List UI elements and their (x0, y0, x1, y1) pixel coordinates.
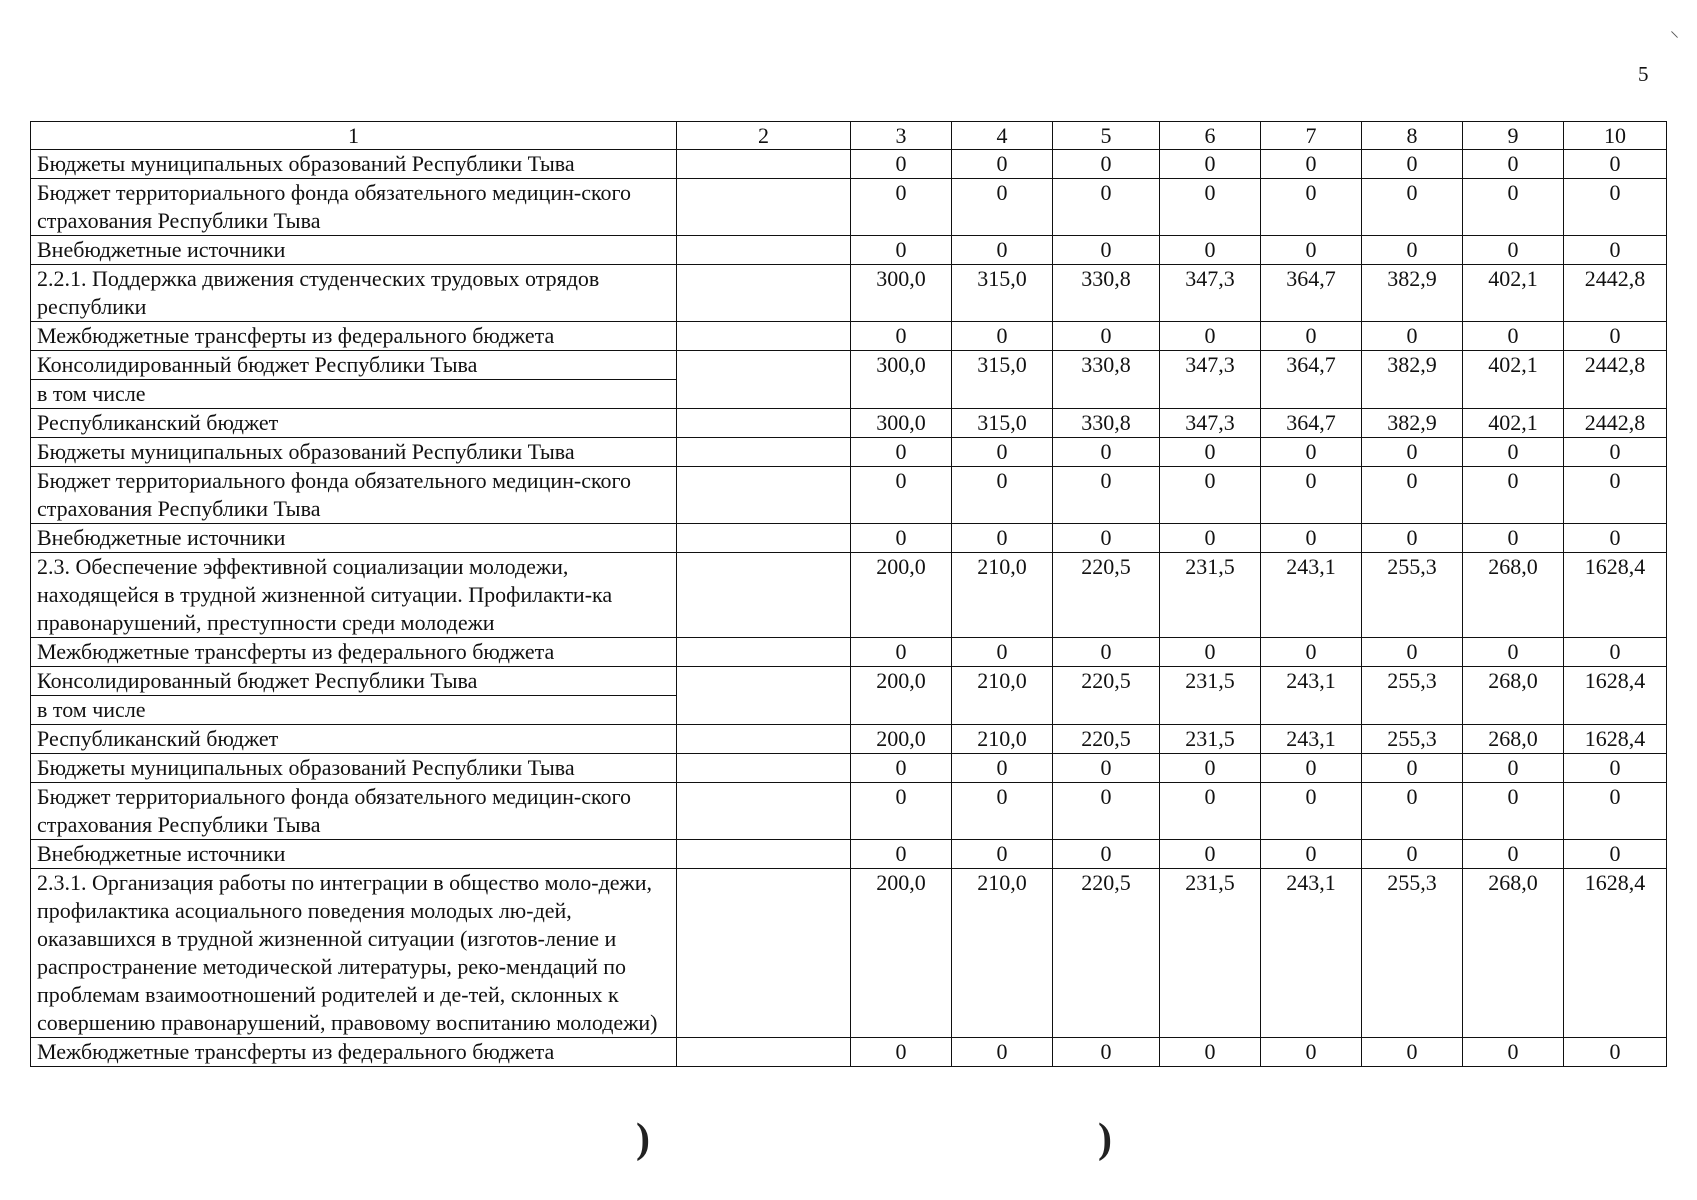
row-value-col-9: 0 (1463, 467, 1564, 524)
row-value-col-4: 0 (952, 638, 1053, 667)
row-value-col-7: 243,1 (1261, 553, 1362, 638)
row-value-col-9: 0 (1463, 438, 1564, 467)
row-value-col-5: 0 (1053, 322, 1160, 351)
row-label: Бюджет территориального фонда обязательного медицин-ского страхования Республики Тыва (31, 179, 677, 236)
row-value-col-10: 0 (1564, 150, 1667, 179)
row-label: Республиканский бюджет (31, 725, 677, 754)
header-col-3: 3 (851, 122, 952, 150)
header-col-5: 5 (1053, 122, 1160, 150)
row-value-col-8: 255,3 (1362, 553, 1463, 638)
row-value-col-4: 315,0 (952, 351, 1053, 409)
row-value-col-6: 0 (1160, 150, 1261, 179)
row-label: 2.3. Обеспечение эффективной социализации молодежи, находящейся в трудной жизненной ситуации. Профилакти-ка правонарушений, преступности среди молодежи (31, 553, 677, 638)
row-value-col-10: 0 (1564, 754, 1667, 783)
row-value-col-4: 210,0 (952, 553, 1053, 638)
scan-artifact-mark: ⸌ (1670, 28, 1679, 48)
row-value-col-6: 231,5 (1160, 869, 1261, 1038)
row-value-col-3: 200,0 (851, 725, 952, 754)
table-row (31, 638, 1667, 667)
row-label: Внебюджетные источники (31, 236, 677, 265)
row-value-col-4: 0 (952, 754, 1053, 783)
row-label: Республиканский бюджет (31, 409, 677, 438)
row-value-col-7: 0 (1261, 840, 1362, 869)
row-value-col-9: 402,1 (1463, 351, 1564, 409)
row-value-col-7: 0 (1261, 754, 1362, 783)
row-value-col-4: 0 (952, 524, 1053, 553)
row-value-col-7: 243,1 (1261, 869, 1362, 1038)
row-value-col-4: 0 (952, 322, 1053, 351)
row-value-col-6: 0 (1160, 467, 1261, 524)
row-value-col-10: 1628,4 (1564, 869, 1667, 1038)
table-row (31, 236, 1667, 265)
row-col-2-empty (677, 725, 851, 754)
row-value-col-6: 231,5 (1160, 553, 1261, 638)
row-value-col-3: 300,0 (851, 265, 952, 322)
row-value-col-7: 0 (1261, 467, 1362, 524)
row-value-col-6: 347,3 (1160, 351, 1261, 409)
row-col-2-empty (677, 467, 851, 524)
row-value-col-3: 200,0 (851, 667, 952, 725)
row-col-2-empty (677, 524, 851, 553)
table-row (31, 351, 1667, 380)
header-col-6: 6 (1160, 122, 1261, 150)
row-value-col-6: 0 (1160, 438, 1261, 467)
row-value-col-6: 231,5 (1160, 725, 1261, 754)
row-col-2-empty (677, 667, 851, 725)
row-value-col-5: 330,8 (1053, 351, 1160, 409)
row-value-col-6: 0 (1160, 638, 1261, 667)
row-value-col-7: 0 (1261, 783, 1362, 840)
row-value-col-4: 315,0 (952, 409, 1053, 438)
row-value-col-4: 0 (952, 438, 1053, 467)
header-col-10: 10 (1564, 122, 1667, 150)
row-value-col-10: 0 (1564, 438, 1667, 467)
row-value-col-8: 0 (1362, 467, 1463, 524)
row-value-col-6: 0 (1160, 840, 1261, 869)
row-col-2-empty (677, 409, 851, 438)
row-value-col-8: 0 (1362, 840, 1463, 869)
row-value-col-3: 0 (851, 322, 952, 351)
row-value-col-6: 0 (1160, 179, 1261, 236)
row-value-col-8: 0 (1362, 438, 1463, 467)
table-row (31, 524, 1667, 553)
table-row (31, 840, 1667, 869)
row-value-col-5: 220,5 (1053, 667, 1160, 725)
row-label: 2.2.1. Поддержка движения студенческих трудовых отрядов республики (31, 265, 677, 322)
row-sublabel: в том числе (31, 696, 677, 725)
row-value-col-5: 330,8 (1053, 265, 1160, 322)
header-col-8: 8 (1362, 122, 1463, 150)
row-value-col-3: 300,0 (851, 409, 952, 438)
table-header-row (31, 122, 1667, 150)
row-value-col-5: 0 (1053, 467, 1160, 524)
row-value-col-4: 210,0 (952, 725, 1053, 754)
header-col-2: 2 (677, 122, 851, 150)
row-value-col-6: 231,5 (1160, 667, 1261, 725)
row-value-col-5: 330,8 (1053, 409, 1160, 438)
row-value-col-9: 0 (1463, 179, 1564, 236)
row-value-col-5: 0 (1053, 150, 1160, 179)
row-value-col-5: 220,5 (1053, 725, 1160, 754)
row-value-col-3: 0 (851, 438, 952, 467)
table-row (31, 322, 1667, 351)
table-row (31, 553, 1667, 638)
row-value-col-5: 220,5 (1053, 553, 1160, 638)
row-value-col-8: 255,3 (1362, 725, 1463, 754)
row-value-col-6: 0 (1160, 322, 1261, 351)
row-value-col-5: 0 (1053, 438, 1160, 467)
row-value-col-5: 220,5 (1053, 869, 1160, 1038)
row-value-col-3: 0 (851, 150, 952, 179)
row-col-2-empty (677, 869, 851, 1038)
row-label: Бюджеты муниципальных образований Республики Тыва (31, 438, 677, 467)
row-value-col-10: 2442,8 (1564, 265, 1667, 322)
row-value-col-8: 382,9 (1362, 265, 1463, 322)
row-value-col-3: 0 (851, 1038, 952, 1067)
scan-artifact-mark-right: ) (1098, 1116, 1112, 1162)
row-value-col-9: 0 (1463, 524, 1564, 553)
table-row (31, 725, 1667, 754)
header-col-7: 7 (1261, 122, 1362, 150)
row-value-col-10: 0 (1564, 783, 1667, 840)
row-value-col-7: 0 (1261, 438, 1362, 467)
row-value-col-9: 0 (1463, 1038, 1564, 1067)
row-value-col-7: 0 (1261, 524, 1362, 553)
row-value-col-9: 0 (1463, 783, 1564, 840)
row-value-col-6: 347,3 (1160, 265, 1261, 322)
row-value-col-3: 200,0 (851, 553, 952, 638)
row-value-col-10: 0 (1564, 322, 1667, 351)
row-value-col-4: 315,0 (952, 265, 1053, 322)
row-value-col-3: 0 (851, 467, 952, 524)
row-value-col-6: 0 (1160, 524, 1261, 553)
row-value-col-7: 0 (1261, 150, 1362, 179)
table-row (31, 754, 1667, 783)
row-value-col-9: 402,1 (1463, 265, 1564, 322)
row-value-col-6: 0 (1160, 1038, 1261, 1067)
row-label: Внебюджетные источники (31, 840, 677, 869)
row-value-col-4: 210,0 (952, 667, 1053, 725)
row-col-2-empty (677, 754, 851, 783)
row-value-col-3: 0 (851, 840, 952, 869)
row-value-col-6: 0 (1160, 754, 1261, 783)
row-value-col-9: 0 (1463, 638, 1564, 667)
row-col-2-empty (677, 1038, 851, 1067)
row-value-col-7: 0 (1261, 1038, 1362, 1067)
row-sublabel: в том числе (31, 380, 677, 409)
row-value-col-3: 200,0 (851, 869, 952, 1038)
row-col-2-empty (677, 438, 851, 467)
row-value-col-10: 0 (1564, 524, 1667, 553)
row-label: Бюджет территориального фонда обязательного медицин-ского страхования Республики Тыва (31, 467, 677, 524)
row-value-col-3: 0 (851, 524, 952, 553)
row-value-col-8: 0 (1362, 783, 1463, 840)
row-value-col-5: 0 (1053, 236, 1160, 265)
header-col-4: 4 (952, 122, 1053, 150)
row-value-col-3: 0 (851, 783, 952, 840)
row-value-col-8: 0 (1362, 1038, 1463, 1067)
row-value-col-3: 0 (851, 179, 952, 236)
row-value-col-8: 0 (1362, 754, 1463, 783)
row-col-2-empty (677, 840, 851, 869)
table-row (31, 783, 1667, 840)
row-value-col-10: 0 (1564, 179, 1667, 236)
row-value-col-8: 0 (1362, 150, 1463, 179)
row-value-col-8: 255,3 (1362, 869, 1463, 1038)
row-value-col-10: 1628,4 (1564, 667, 1667, 725)
row-value-col-8: 0 (1362, 322, 1463, 351)
row-value-col-7: 364,7 (1261, 351, 1362, 409)
row-value-col-4: 0 (952, 783, 1053, 840)
row-value-col-8: 255,3 (1362, 667, 1463, 725)
row-value-col-10: 1628,4 (1564, 553, 1667, 638)
row-value-col-8: 0 (1362, 524, 1463, 553)
row-value-col-10: 0 (1564, 1038, 1667, 1067)
row-value-col-7: 364,7 (1261, 409, 1362, 438)
row-col-2-empty (677, 265, 851, 322)
row-value-col-3: 0 (851, 236, 952, 265)
row-value-col-9: 0 (1463, 322, 1564, 351)
row-col-2-empty (677, 553, 851, 638)
row-value-col-6: 0 (1160, 236, 1261, 265)
table-row (31, 869, 1667, 1038)
row-value-col-9: 268,0 (1463, 725, 1564, 754)
row-value-col-7: 243,1 (1261, 667, 1362, 725)
scan-artifact-mark-left: ) (636, 1116, 650, 1162)
row-label: Внебюджетные источники (31, 524, 677, 553)
row-value-col-5: 0 (1053, 840, 1160, 869)
row-label: Межбюджетные трансферты из федерального бюджета (31, 1038, 677, 1067)
row-col-2-empty (677, 351, 851, 409)
table-row (31, 265, 1667, 322)
row-value-col-5: 0 (1053, 783, 1160, 840)
row-value-col-5: 0 (1053, 754, 1160, 783)
table-row (31, 150, 1667, 179)
row-value-col-8: 0 (1362, 638, 1463, 667)
row-value-col-7: 0 (1261, 179, 1362, 236)
row-value-col-4: 0 (952, 236, 1053, 265)
row-value-col-4: 0 (952, 840, 1053, 869)
row-value-col-9: 0 (1463, 754, 1564, 783)
row-col-2-empty (677, 236, 851, 265)
row-value-col-9: 268,0 (1463, 667, 1564, 725)
page-number: 5 (1638, 62, 1649, 86)
table-row (31, 667, 1667, 696)
row-value-col-6: 0 (1160, 783, 1261, 840)
row-value-col-9: 0 (1463, 236, 1564, 265)
row-value-col-9: 268,0 (1463, 869, 1564, 1038)
table-row (31, 438, 1667, 467)
row-label: Межбюджетные трансферты из федерального бюджета (31, 322, 677, 351)
table-body (31, 122, 1667, 1067)
row-value-col-7: 0 (1261, 638, 1362, 667)
row-col-2-empty (677, 783, 851, 840)
row-value-col-6: 347,3 (1160, 409, 1261, 438)
row-value-col-5: 0 (1053, 179, 1160, 236)
row-label: Консолидированный бюджет Республики Тыва (31, 351, 677, 380)
header-col-1: 1 (31, 122, 677, 150)
table-row (31, 467, 1667, 524)
row-col-2-empty (677, 638, 851, 667)
row-value-col-4: 0 (952, 467, 1053, 524)
row-value-col-3: 300,0 (851, 351, 952, 409)
budget-table (30, 121, 1667, 1067)
row-col-2-empty (677, 150, 851, 179)
row-value-col-8: 382,9 (1362, 351, 1463, 409)
row-value-col-4: 0 (952, 1038, 1053, 1067)
row-value-col-7: 0 (1261, 236, 1362, 265)
row-value-col-9: 0 (1463, 840, 1564, 869)
table-row (31, 409, 1667, 438)
row-value-col-9: 402,1 (1463, 409, 1564, 438)
row-value-col-9: 0 (1463, 150, 1564, 179)
row-value-col-10: 0 (1564, 840, 1667, 869)
row-value-col-10: 0 (1564, 638, 1667, 667)
row-col-2-empty (677, 179, 851, 236)
row-value-col-8: 0 (1362, 236, 1463, 265)
row-value-col-10: 0 (1564, 467, 1667, 524)
header-col-9: 9 (1463, 122, 1564, 150)
row-label: Консолидированный бюджет Республики Тыва (31, 667, 677, 696)
row-label: Бюджет территориального фонда обязательного медицин-ского страхования Республики Тыва (31, 783, 677, 840)
row-label: Бюджеты муниципальных образований Республики Тыва (31, 150, 677, 179)
row-label: Межбюджетные трансферты из федерального бюджета (31, 638, 677, 667)
row-value-col-8: 0 (1362, 179, 1463, 236)
row-value-col-4: 210,0 (952, 869, 1053, 1038)
budget-table-container (30, 121, 1666, 1067)
row-value-col-9: 268,0 (1463, 553, 1564, 638)
row-value-col-3: 0 (851, 754, 952, 783)
row-value-col-10: 0 (1564, 236, 1667, 265)
row-value-col-5: 0 (1053, 638, 1160, 667)
row-col-2-empty (677, 322, 851, 351)
row-value-col-10: 1628,4 (1564, 725, 1667, 754)
row-value-col-8: 382,9 (1362, 409, 1463, 438)
row-value-col-4: 0 (952, 150, 1053, 179)
row-value-col-3: 0 (851, 638, 952, 667)
row-value-col-5: 0 (1053, 524, 1160, 553)
row-value-col-10: 2442,8 (1564, 351, 1667, 409)
row-label: 2.3.1. Организация работы по интеграции в общество моло-дежи, профилактика асоциального поведения молодых лю-дей, оказавшихся в трудной жизненной ситуации (изготов-ление и распространение методической литературы, реко-мендаций по проблемам взаимоотношений родителей и де-тей, склонных к совершению правонарушений, правовому воспитанию молодежи) (31, 869, 677, 1038)
row-value-col-7: 243,1 (1261, 725, 1362, 754)
table-row (31, 1038, 1667, 1067)
row-value-col-7: 364,7 (1261, 265, 1362, 322)
row-value-col-10: 2442,8 (1564, 409, 1667, 438)
row-label: Бюджеты муниципальных образований Республики Тыва (31, 754, 677, 783)
table-row (31, 179, 1667, 236)
row-value-col-5: 0 (1053, 1038, 1160, 1067)
row-value-col-7: 0 (1261, 322, 1362, 351)
row-value-col-4: 0 (952, 179, 1053, 236)
